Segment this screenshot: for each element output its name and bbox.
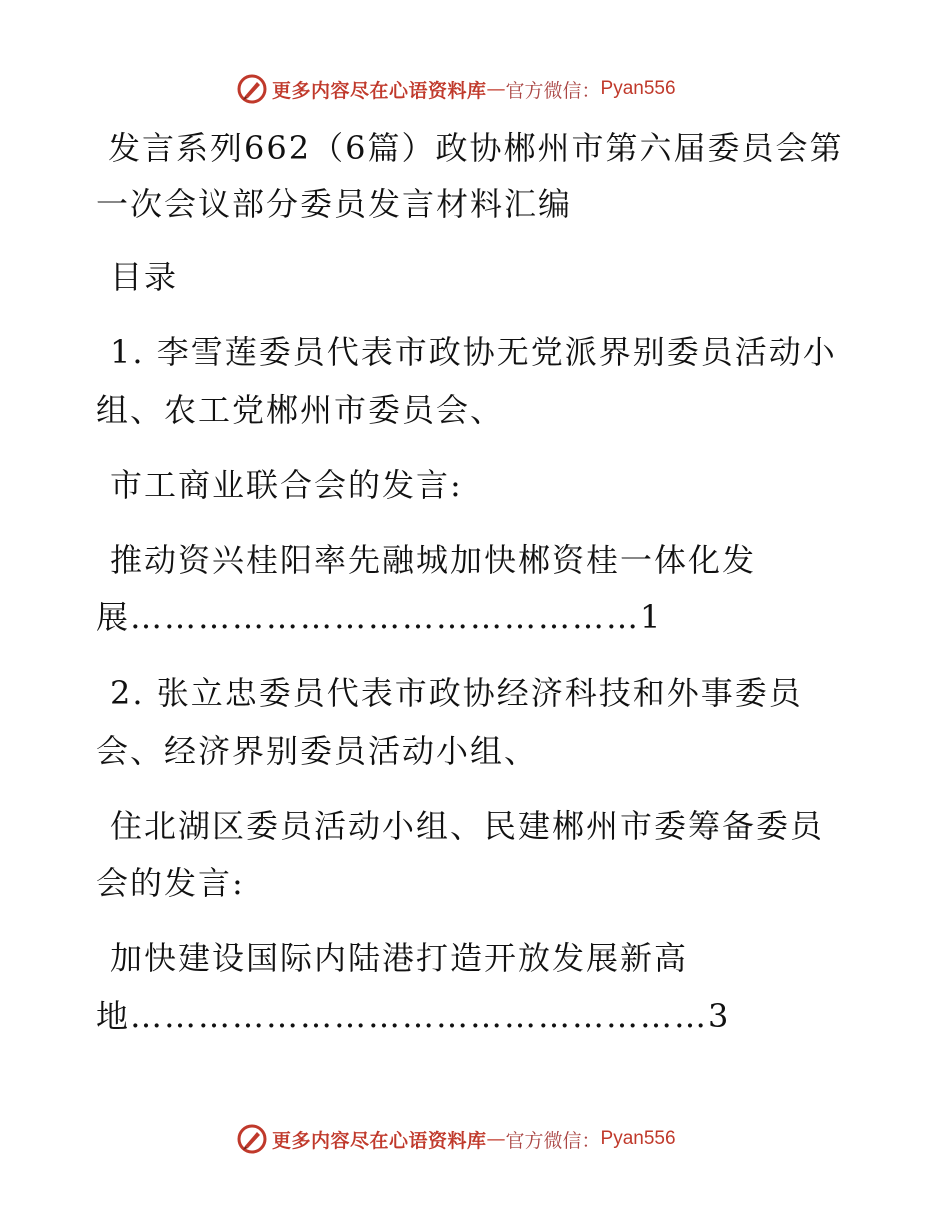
document-title-line-2: 一次会议部分委员发言材料汇编 — [96, 185, 573, 223]
header-watermark — [236, 72, 676, 106]
toc-heading: 目录 — [110, 258, 179, 296]
toc-entry-1-line-2: 组、农工党郴州市委员会、 — [96, 391, 505, 429]
toc-entry-2-line-1: 2. 张立忠委员代表市政协经济科技和外事委员 — [110, 674, 803, 712]
banner-main-text: 更多内容尽在心语资料库 — [272, 1129, 487, 1152]
pen-logo-icon — [236, 1123, 268, 1155]
toc-entry-2-line-3: 住北湖区委员活动小组、民建郴州市委筹备委员 — [110, 807, 825, 845]
banner-main-text: 更多内容尽在心语资料库 — [272, 79, 487, 102]
pen-logo-icon — [236, 73, 268, 105]
toc-entry-2-topic-line-2[interactable]: 地……………………………………………3 — [96, 997, 731, 1035]
banner-wechat-label: 官方微信： — [505, 79, 601, 102]
banner-wechat-label: 官方微信： — [505, 1129, 601, 1152]
toc-entry-2-topic-line-1[interactable]: 加快建设国际内陆港打造开放发展新高 — [110, 939, 689, 977]
toc-entry-1-topic-line-1[interactable]: 推动资兴桂阳率先融城加快郴资桂一体化发 — [110, 541, 757, 579]
toc-entry-2-line-2: 会、经济界别委员活动小组、 — [96, 732, 539, 770]
banner-dash: — — [486, 1128, 506, 1150]
toc-entry-1-line-1: 1. 李雪莲委员代表市政协无党派界别委员活动小 — [110, 333, 837, 371]
footer-watermark — [236, 1122, 676, 1156]
banner-dash: — — [486, 78, 506, 100]
toc-entry-2-line-4: 会的发言: — [96, 864, 245, 902]
banner-wechat-id: Pyan556 — [600, 1128, 676, 1149]
document-title-line-1: 发言系列662（6篇）政协郴州市第六届委员会第 — [108, 129, 844, 167]
banner-wechat-id: Pyan556 — [600, 78, 676, 99]
toc-entry-1-line-3: 市工商业联合会的发言: — [110, 466, 463, 504]
toc-entry-1-topic-line-2[interactable]: 展………………………………………1 — [96, 598, 663, 636]
